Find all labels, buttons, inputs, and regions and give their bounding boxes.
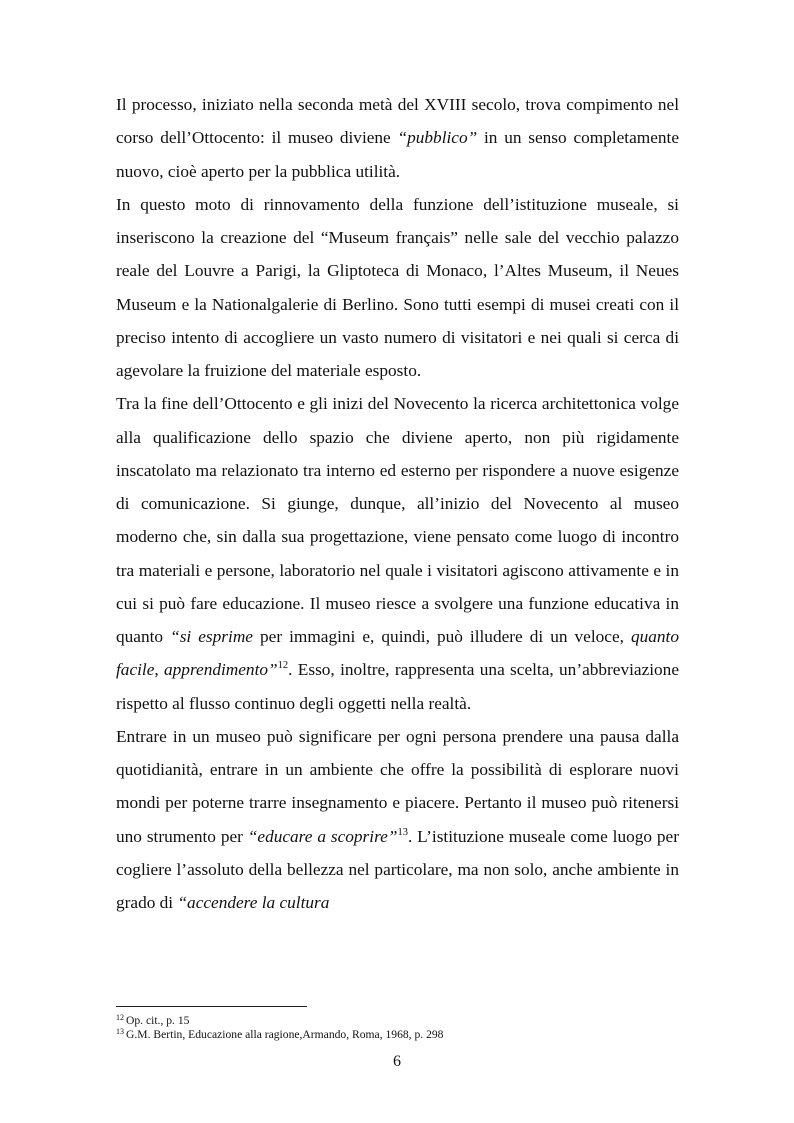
paragraph-4: Entrare in un museo può significare per ogni persona prendere una pausa dalla quotidianità, entrare in un ambiente che offre la possibilità di esplorare nuovi mondi per poterne trarre insegnamento e piacere. Pertanto il museo può ritenersi uno strumento per “educare a scoprire”$^{13}$. L’istituzione museale come luogo per cogliere l’assoluto della bellezza nel particolare, ma non solo, anche ambiente in grado di “accendere la cultura (116, 726, 679, 912)
emphasis-accendere: “accendere la cultura (177, 893, 330, 912)
paragraph-3: Tra la fine dell’Ottocento e gli inizi del Novecento la ricerca architettonica volge alla qualificazione dello spazio che diviene aperto, non più rigidamente inscatolato ma relazionato tra interno ed esterno per rispondere a nuove esigenze di comunicazione. Si giunge, dunque, all’inizio del Novecento al museo moderno che, sin dalla sua progettazione, viene pensato come luogo di incontro tra materiali e persone, laboratorio nel quale i visitatori agiscono attivamente e in cui si può fare educazione. Il museo riesce a svolgere una funzione educativa in quanto “si esprime per immagini e, quindi, può illudere di un veloce, quanto facile, apprendimento”$^{12}$. Esso, inoltre, rappresenta una scelta, un’abbreviazione rispetto al flusso continuo degli oggetti nella realtà. (116, 394, 679, 713)
page-number: 6 (393, 1053, 401, 1070)
emphasis-pubblico: “pubblico” (397, 128, 478, 148)
body-text (116, 88, 679, 919)
footnote-separator (116, 1006, 307, 1007)
emphasis-quote-end: quanto facile, apprendimento” (116, 627, 679, 680)
paragraph-2: In questo moto di rinnovamento della funzione dell’istituzione museale, si inseriscono la creazione del “Museum français” nelle sale del vecchio palazzo reale del Louvre a Parigi, la Gliptoteca di Monaco, l’Altes Museum, il Neues Museum e la Nationalgalerie di Berlino. Sono tutti esempi di musei creati con il preciso intento di accogliere un vasto numero di visitatori e nei quali si cerca di agevolare la fruizione del materiale esposto. (116, 194, 679, 380)
emphasis-quote: “si esprime (170, 627, 253, 646)
emphasis-educare: “educare a scoprire” (247, 826, 398, 846)
footnote-ref-12[interactable]: 12 (277, 660, 289, 672)
footnote-ref-13[interactable]: 13 (397, 826, 408, 838)
footnote-13: $^{13}$ G.M. Bertin, Educazione alla ragione,Armando, Roma, 1968, p. 298 (116, 1027, 444, 1041)
footnotes (116, 1014, 679, 1042)
footnote-12: $^{12}$ Op. cit., p. 15 (116, 1013, 190, 1027)
paragraph-1: Il processo, iniziato nella seconda metà del XVIII secolo, trova compimento nel corso dell’Ottocento: il museo diviene “pubblico” in un senso completamente nuovo, cioè aperto per la pubblica utilità. (116, 95, 679, 181)
